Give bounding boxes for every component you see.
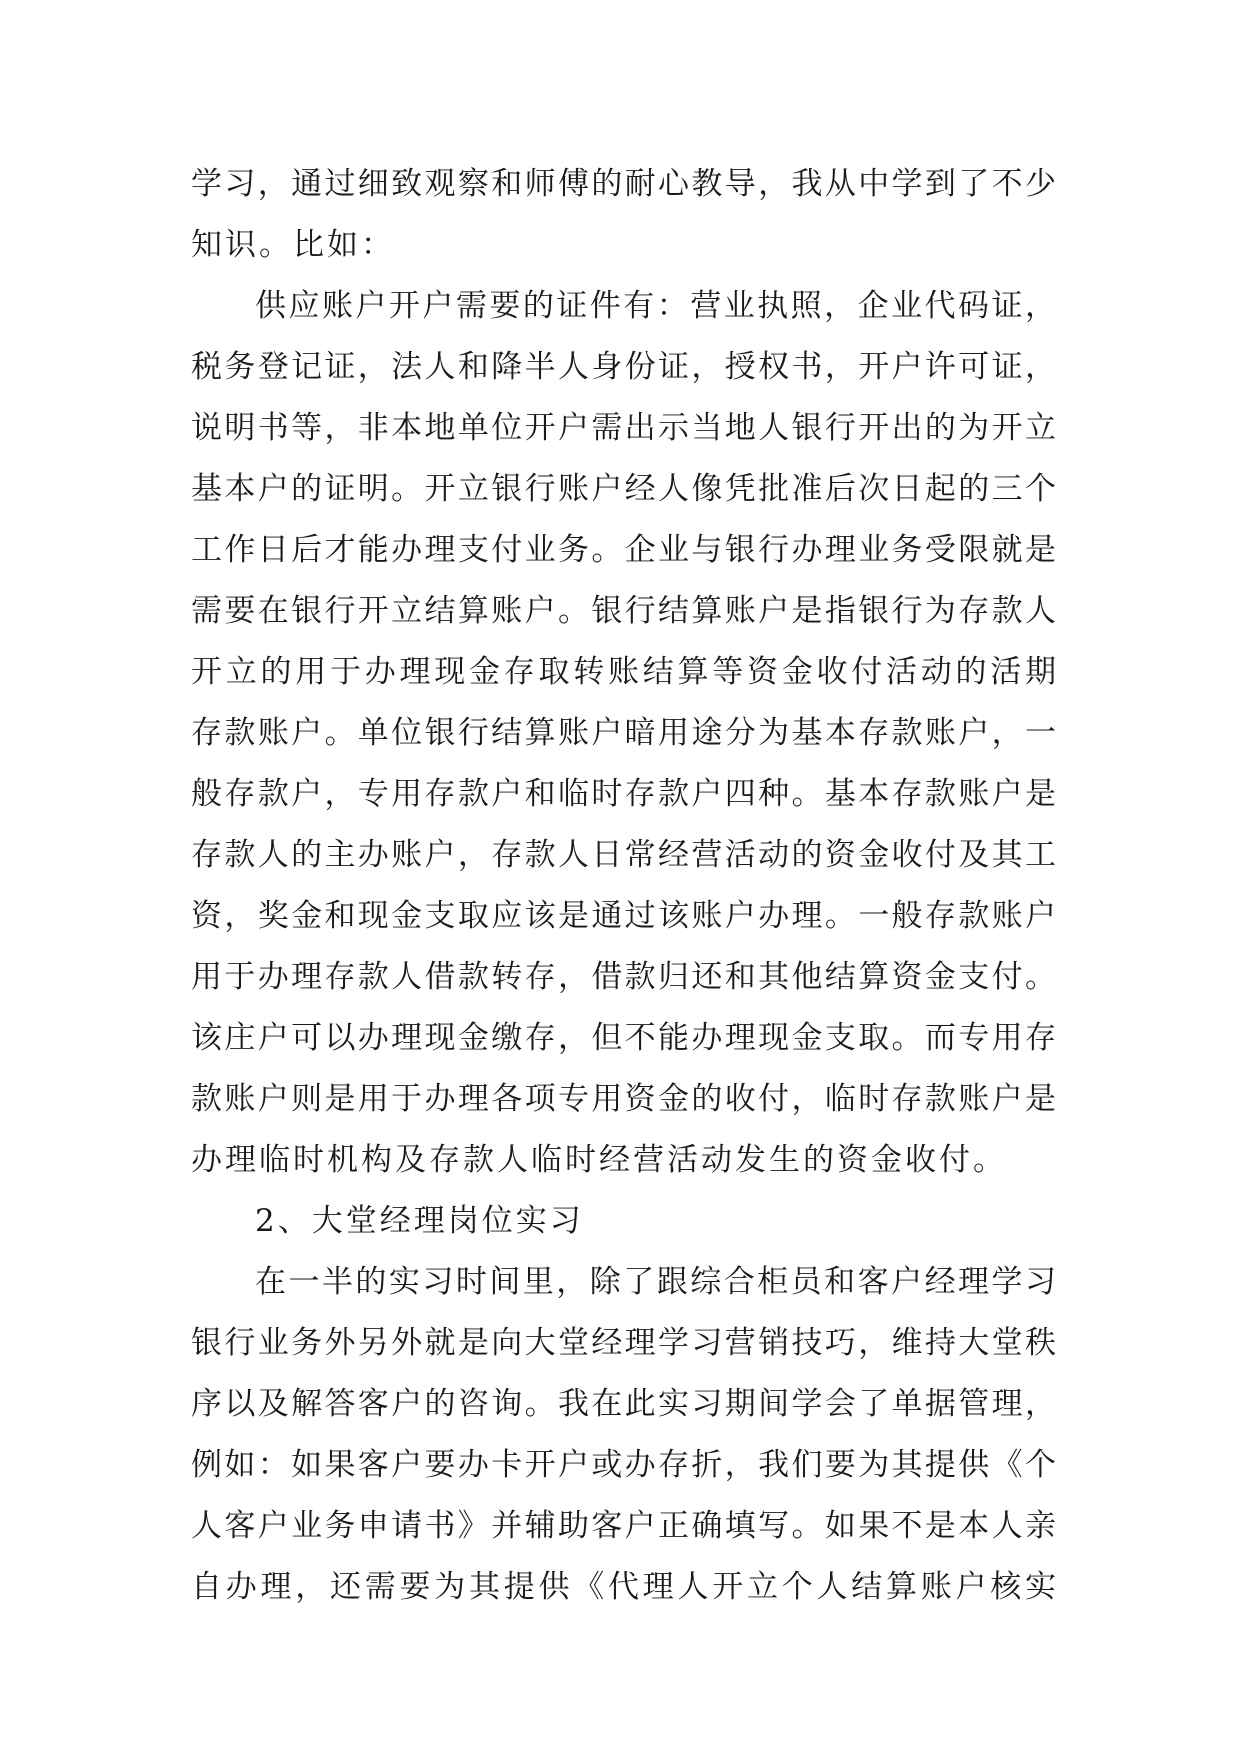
paragraph-start-line: 在一半的实习时间里，除了跟综合柜员和客户经理学习 xyxy=(255,1264,1056,1300)
text-line: 基本户的证明。开立银行账户经人像凭批准后次日起的三个 xyxy=(191,471,1056,507)
text-line: 用于办理存款人借款转存，借款归还和其他结算资金支付。 xyxy=(191,959,1056,995)
section-heading: 2、大堂经理岗位实习 xyxy=(255,1203,584,1239)
text-line: 般存款户，专用存款户和临时存款户四种。基本存款账户是 xyxy=(191,776,1056,812)
text-line: 资，奖金和现金支取应该是通过该账户办理。一般存款账户 xyxy=(191,898,1056,934)
text-line: 例如：如果客户要办卡开户或办存折，我们要为其提供《个 xyxy=(191,1447,1056,1483)
text-line: 办理临时机构及存款人临时经营活动发生的资金收付。 xyxy=(191,1142,1007,1178)
text-line: 学习，通过细致观察和师傅的耐心教导，我从中学到了不少 xyxy=(191,166,1056,202)
text-line: 知识。比如： xyxy=(191,227,395,263)
text-line: 该庄户可以办理现金缴存，但不能办理现金支取。而专用存 xyxy=(191,1020,1056,1056)
body-text xyxy=(191,154,1056,1618)
paragraph-start-line: 供应账户开户需要的证件有：营业执照，企业代码证， xyxy=(255,288,1056,324)
text-line: 人客户业务申请书》并辅助客户正确填写。如果不是本人亲 xyxy=(191,1508,1056,1544)
text-line: 存款账户。单位银行结算账户暗用途分为基本存款账户，一 xyxy=(191,715,1056,751)
text-line: 自办理，还需要为其提供《代理人开立个人结算账户核实 xyxy=(191,1569,1056,1605)
text-line: 银行业务外另外就是向大堂经理学习营销技巧，维持大堂秩 xyxy=(191,1325,1056,1361)
text-line: 序以及解答客户的咨询。我在此实习期间学会了单据管理， xyxy=(191,1386,1056,1422)
text-line: 存款人的主办账户，存款人日常经营活动的资金收付及其工 xyxy=(191,837,1056,873)
text-line: 工作日后才能办理支付业务。企业与银行办理业务受限就是 xyxy=(191,532,1056,568)
text-line: 款账户则是用于办理各项专用资金的收付，临时存款账户是 xyxy=(191,1081,1056,1117)
text-line: 需要在银行开立结算账户。银行结算账户是指银行为存款人 xyxy=(191,593,1056,629)
text-line: 税务登记证，法人和降半人身份证，授权书，开户许可证， xyxy=(191,349,1056,385)
text-line: 开立的用于办理现金存取转账结算等资金收付活动的活期 xyxy=(191,654,1056,690)
text-line: 说明书等，非本地单位开户需出示当地人银行开出的为开立 xyxy=(191,410,1056,446)
